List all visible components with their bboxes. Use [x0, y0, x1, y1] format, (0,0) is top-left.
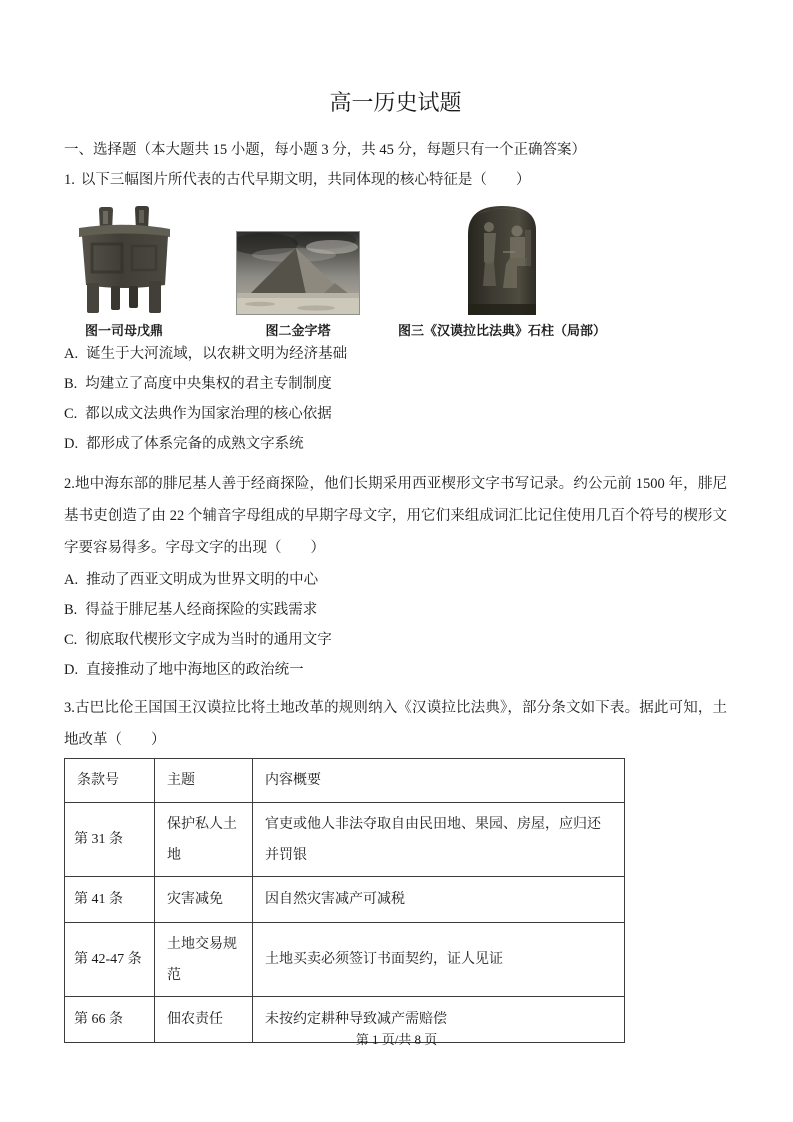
question-1-option-a	[64, 346, 727, 362]
table-cell-clause: 第 42-47 条	[65, 923, 155, 997]
question-1-options	[64, 346, 727, 452]
section-heading: 一、选择题（本大题共 15 小题，每小题 3 分，共 45 分，每题只有一个正确答案）	[64, 142, 586, 158]
question-2-number: 2.	[64, 476, 75, 492]
option-label: A.	[64, 572, 79, 588]
option-label: B.	[64, 376, 78, 392]
question-2-text: 地中海东部的腓尼基人善于经商探险，他们长期采用西亚楔形文字书写记录。约公元前 1500 年，腓尼基书吏创造了由 22 个辅音字母组成的早期字母文字，用它们来组成词汇比记住使用几百个符号的楔形文字要容易得多。字母文字的出现（ ）	[64, 476, 727, 556]
table-cell-clause: 第 66 条	[65, 997, 155, 1043]
question-2-option-d	[64, 662, 727, 678]
table-header-summary: 内容概要	[253, 759, 625, 803]
figure-pyramid-caption: 图二金字塔	[265, 323, 331, 338]
option-text: 都以成文法典作为国家治理的核心依据	[85, 406, 332, 422]
option-text: 都形成了体系完备的成熟文字系统	[86, 436, 304, 452]
figure-ding	[64, 205, 184, 340]
question-3-number: 3.	[64, 700, 75, 716]
hammurabi-code-table	[64, 758, 625, 1043]
question-1-text: 以下三幅图片所代表的古代早期文明，共同体现的核心特征是（ ）	[80, 172, 531, 188]
option-text: 均建立了高度中央集权的君主专制制度	[85, 376, 332, 392]
option-text: 得益于腓尼基人经商探险的实践需求	[85, 602, 318, 618]
option-label: A.	[64, 346, 79, 362]
table-cell-summary: 未按约定耕种导致减产需赔偿	[253, 997, 625, 1043]
table-row	[65, 923, 625, 997]
option-label: D.	[64, 436, 79, 452]
question-2-option-b	[64, 602, 727, 618]
table-cell-clause: 第 41 条	[65, 877, 155, 923]
figure-ding-caption: 图一司母戊鼎	[84, 323, 163, 338]
figure-stele	[394, 200, 610, 340]
figure-stele-caption: 图三《汉谟拉比法典》石柱（局部）	[397, 323, 606, 338]
page-title: 高一历史试题	[329, 90, 462, 115]
hammurabi-stele-image	[459, 200, 545, 315]
table-header-row	[65, 759, 625, 803]
pyramid-image	[236, 231, 360, 315]
question-1-option-d	[64, 436, 727, 452]
question-2-stem	[64, 468, 727, 564]
figure-pyramid	[232, 231, 364, 340]
question-1-stem	[64, 170, 727, 190]
table-header-clause: 条款号	[65, 759, 155, 803]
table-cell-clause: 第 31 条	[65, 803, 155, 877]
figure-row	[64, 200, 727, 340]
table-cell-topic: 土地交易规范	[155, 923, 253, 997]
table-cell-summary: 土地买卖必须签订书面契约，证人见证	[253, 923, 625, 997]
option-label: D.	[64, 662, 79, 678]
page-footer: 第 1 页/共 8 页	[355, 1032, 438, 1047]
table-row	[65, 877, 625, 923]
question-3-text: 古巴比伦王国国王汉谟拉比将土地改革的规则纳入《汉谟拉比法典》，部分条文如下表。据此可知，土地改革（ ）	[64, 700, 727, 748]
table-cell-topic: 佃农责任	[155, 997, 253, 1043]
option-label: C.	[64, 632, 78, 648]
question-1-number: 1.	[64, 172, 75, 188]
question-3-stem	[64, 692, 727, 756]
option-label: C.	[64, 406, 78, 422]
bronze-ding-image	[72, 205, 176, 315]
table-row	[65, 803, 625, 877]
question-2-options	[64, 572, 727, 678]
table-cell-topic: 灾害减免	[155, 877, 253, 923]
question-1-option-c	[64, 406, 727, 422]
option-text: 诞生于大河流域，以农耕文明为经济基础	[86, 346, 348, 362]
option-label: B.	[64, 602, 78, 618]
question-2-option-c	[64, 632, 727, 648]
table-cell-summary: 官吏或他人非法夺取自由民田地、果园、房屋，应归还并罚银	[253, 803, 625, 877]
question-1-option-b	[64, 376, 727, 392]
question-2-option-a	[64, 572, 727, 588]
table-cell-summary: 因自然灾害减产可减税	[253, 877, 625, 923]
table-header-topic: 主题	[155, 759, 253, 803]
table-cell-topic: 保护私人土地	[155, 803, 253, 877]
option-text: 推动了西亚文明成为世界文明的中心	[86, 572, 319, 588]
option-text: 彻底取代楔形文字成为当时的通用文字	[85, 632, 332, 648]
option-text: 直接推动了地中海地区的政治统一	[86, 662, 304, 678]
